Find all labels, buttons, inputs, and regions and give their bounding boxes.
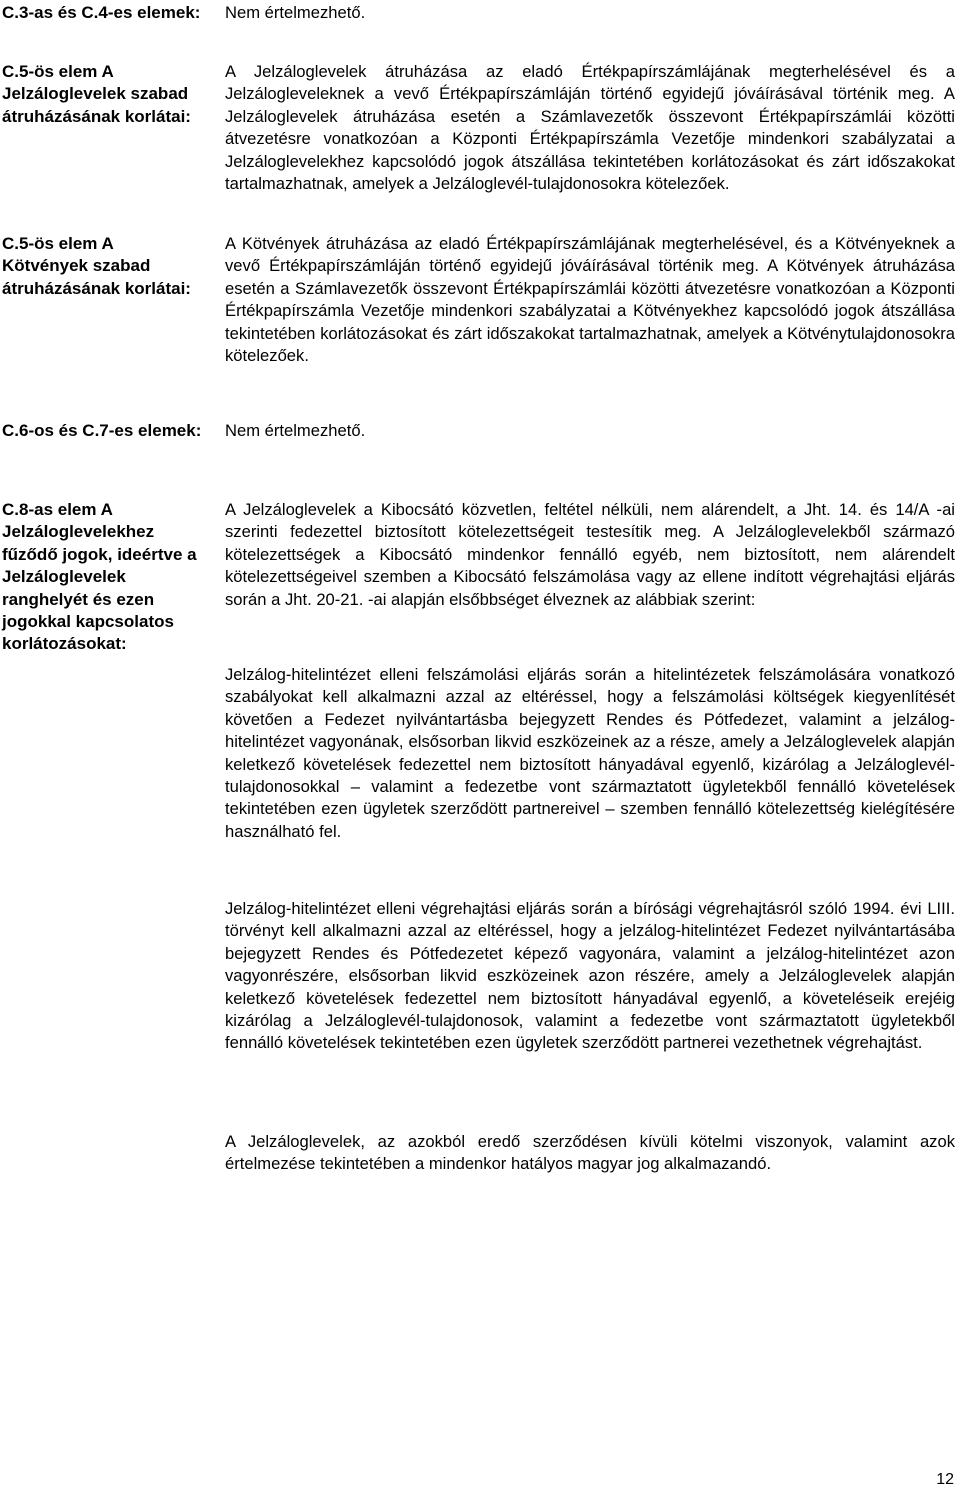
section-label-c6-c7: C.6-os és C.7-es elemek: [2, 421, 202, 440]
section-text-c3-c4: Nem értelmezhető. [225, 3, 366, 22]
section-text-c8-paragraph-3: Jelzálog-hitelintézet elleni végrehajtási eljárás során a bírósági végrehajtásról szóló 1994. évi LIII. törvényt kell alkalmazni azzal az eltéréssel, hogy a jelzálog-hitelintézet Fedezet nyilvántartásába bejegyzett Rendes és Pótfedezetet képező vagyonára, valamint a jelzálog-hitelintézet azon vagyonrészére, elsősorban likvid eszközeinek azon részére, amely a Jelzáloglevelek alapján keletkező követelések fedezettel nem biztosított hányadával egyenlő, a követeléseik erejéig kizárólag a Jelzáloglevél-tulajdonosok, valamint a fedezetbe vont származtatott ügyletekből fennálló követelések tekintetében ezen ügyletek szerződött partnerei vezethetnek végrehajtást. [225, 899, 955, 1053]
section-label-c5-jelzaloglevelek: C.5-ös elem A Jelzáloglevelek szabad átruházásának korlátai: [2, 62, 191, 126]
section-label-c3-c4: C.3-as és C.4-es elemek: [2, 3, 201, 22]
section-text-c5-kotvenyek: A Kötvények átruházása az eladó Értékpapírszámlájának megterhelésével, és a Kötvényeknek a vevő Értékpapírszámláján történő egyidejű jóváírásával történik meg. A Kötvények átruházása esetén a Számlavezetők összevont Értékpapírszámlái közötti átvezetésre vonatkozóan a Központi Értékpapírszámla Vezetője mindenkori szabályzatai a Kötvényekhez kapcsolódó jogok átszállása tekintetében korlátozásokat és zárt időszakokat tartalmazhatnak, amelyek a Kötvénytulajdonosokra kötelezőek. [225, 234, 955, 366]
section-text-c8-paragraph-4: A Jelzáloglevelek, az azokból eredő szerződésen kívüli kötelmi viszonyok, valamint azok értelmezése tekintetében a mindenkor hatályos magyar jog alkalmazandó. [225, 1132, 955, 1174]
section-text-c8-paragraph-1: A Jelzáloglevelek a Kibocsátó közvetlen, feltétel nélküli, nem alárendelt, a Jht. 14. és 14/A -ai szerinti fedezettel biztosított kötelezettségeit testesítik meg. A Jelzáloglevelekből származó kötelezettségek a Kibocsátó mindenkor fennálló egyéb, nem biztosított, nem alárendelt kötelezettségeivel szemben a Kibocsátó felszámolása vagy az ellene indított végrehajtási eljárás során a Jht. 20-21. -ai alapján elsőbbséget élveznek az alábbiak szerint: [225, 500, 955, 609]
section-label-c8: C.8-as elem A Jelzáloglevelekhez fűződő jogok, ideértve a Jelzáloglevelek ranghelyét és ezen jogokkal kapcsolatos korlátozásokat: [2, 500, 197, 654]
section-label-c5-kotvenyek: C.5-ös elem A Kötvények szabad átruházásának korlátai: [2, 234, 191, 298]
section-text-c8-paragraph-2: Jelzálog-hitelintézet elleni felszámolási eljárás során a hitelintézetek felszámolására vonatkozó szabályokat kell alkalmazni azzal az eltéréssel, hogy a felszámolási költségek kiegyenlítését követően a Fedezet nyilvántartásba bejegyzett Rendes és Pótfedezet, valamint a jelzálog-hitelintézet vagyonának, elsősorban likvid eszközeinek az a része, amely a Jelzáloglevelek alapján keletkező követelések fedezettel nem biztosított hányadával egyenlő, kizárólag a Jelzáloglevél-tulajdonosokkal – valamint a fedezetbe vont származtatott ügyletekből fennálló követelések tekintetében ezen ügyletek szerződött partnereivel – szemben fennálló kötelezettség kielégítésére használható fel. [225, 665, 955, 841]
section-text-c6-c7: Nem értelmezhető. [225, 421, 366, 440]
page-number: 12 [936, 1471, 954, 1488]
section-text-c5-jelzaloglevelek: A Jelzáloglevelek átruházása az eladó Értékpapírszámlájának megterhelésével és a Jelzálogleveleknek a vevő Értékpapírszámláján történő egyidejű jóváírásával történik meg. A Jelzáloglevelek átruházása esetén a Számlavezetők összevont Értékpapírszámlái közötti átvezetésre vonatkozóan a Központi Értékpapírszámla Vezetője mindenkori szabályzatai a Jelzáloglevelekhez kapcsolódó jogok átszállása tekintetében korlátozásokat és zárt időszakokat tartalmazhatnak, amelyek a Jelzáloglevél-tulajdonosokra kötelezőek. [225, 62, 955, 194]
